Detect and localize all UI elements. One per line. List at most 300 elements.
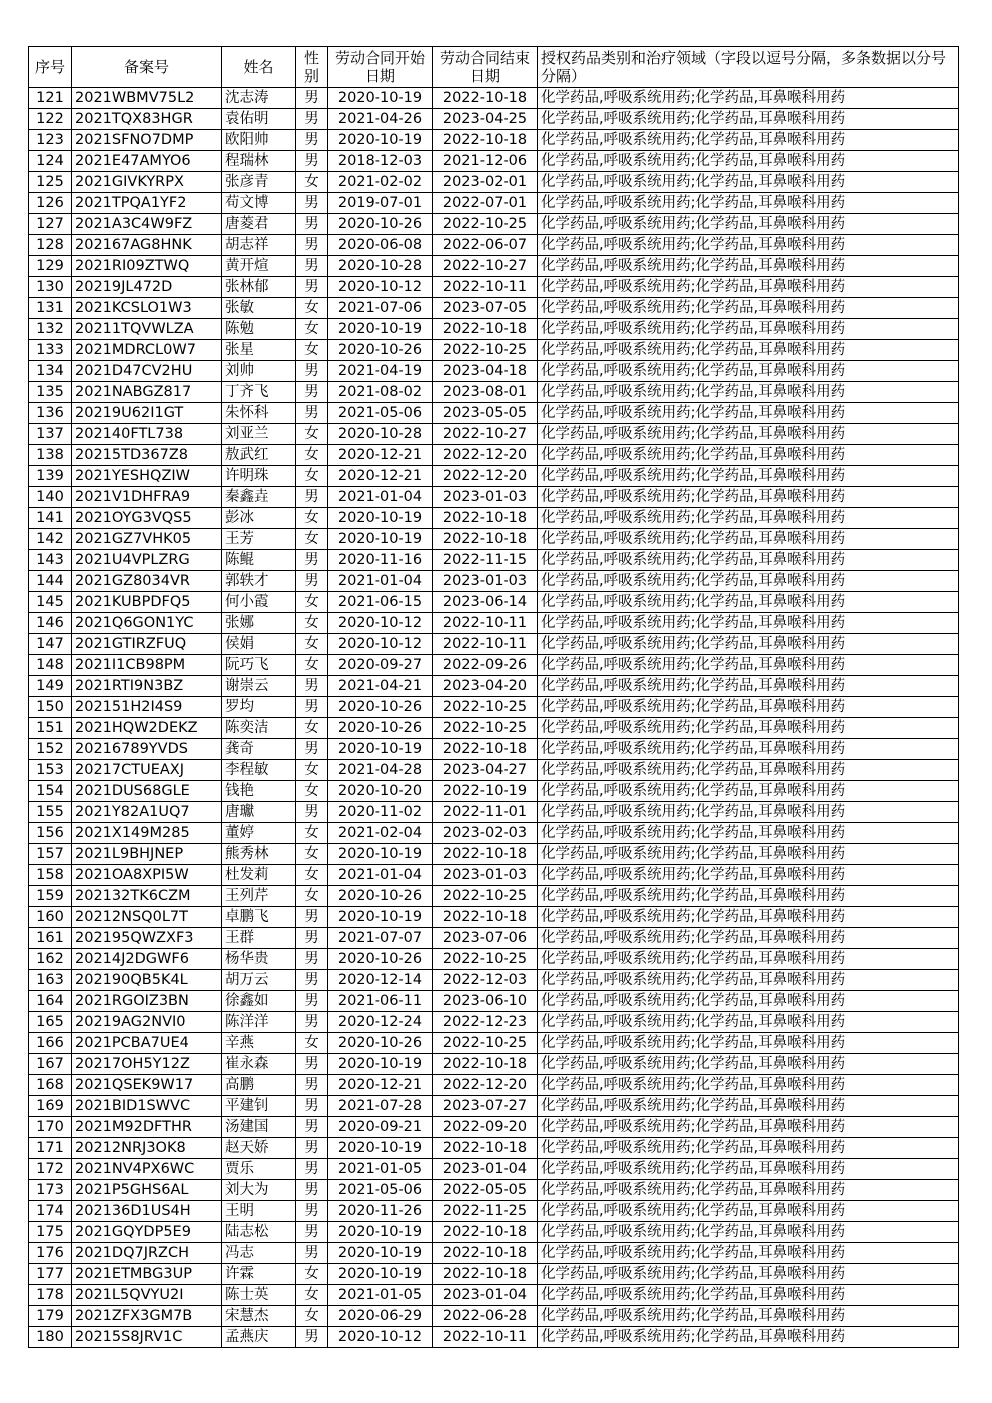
cell-name: 陈鲲 xyxy=(222,550,296,571)
cell-index: 169 xyxy=(29,1096,72,1117)
cell-authorized-scope: 化学药品,呼吸系统用药;化学药品,耳鼻喉科用药 xyxy=(538,844,959,865)
table-row xyxy=(29,1012,959,1033)
cell-name: 苟文博 xyxy=(222,193,296,214)
cell-contract-end: 2022-09-26 xyxy=(433,655,538,676)
cell-contract-end: 2022-10-25 xyxy=(433,340,538,361)
cell-index: 159 xyxy=(29,886,72,907)
cell-registration-number: 2021TPQA1YF2 xyxy=(72,193,222,214)
cell-contract-start: 2020-12-14 xyxy=(328,970,433,991)
cell-contract-start: 2020-10-26 xyxy=(328,718,433,739)
cell-contract-end: 2022-12-20 xyxy=(433,466,538,487)
cell-index: 170 xyxy=(29,1117,72,1138)
table-row xyxy=(29,1222,959,1243)
cell-authorized-scope: 化学药品,呼吸系统用药;化学药品,耳鼻喉科用药 xyxy=(538,1243,959,1264)
cell-contract-start: 2020-10-19 xyxy=(328,1054,433,1075)
table-row xyxy=(29,214,959,235)
cell-index: 165 xyxy=(29,1012,72,1033)
cell-authorized-scope: 化学药品,呼吸系统用药;化学药品,耳鼻喉科用药 xyxy=(538,718,959,739)
table-row xyxy=(29,571,959,592)
cell-registration-number: 2021GZ7VHK05 xyxy=(72,529,222,550)
cell-contract-start: 2021-07-06 xyxy=(328,298,433,319)
cell-contract-end: 2023-08-01 xyxy=(433,382,538,403)
cell-sex: 男 xyxy=(296,970,328,991)
cell-contract-start: 2020-10-26 xyxy=(328,697,433,718)
cell-authorized-scope: 化学药品,呼吸系统用药;化学药品,耳鼻喉科用药 xyxy=(538,1159,959,1180)
cell-sex: 男 xyxy=(296,1117,328,1138)
cell-registration-number: 2021P5GHS6AL xyxy=(72,1180,222,1201)
cell-name: 钱艳 xyxy=(222,781,296,802)
cell-contract-end: 2023-05-05 xyxy=(433,403,538,424)
table-row xyxy=(29,172,959,193)
cell-contract-start: 2021-06-15 xyxy=(328,592,433,613)
cell-sex: 男 xyxy=(296,1138,328,1159)
cell-contract-start: 2020-10-19 xyxy=(328,88,433,109)
cell-contract-end: 2022-12-20 xyxy=(433,1075,538,1096)
cell-contract-start: 2020-06-08 xyxy=(328,235,433,256)
cell-name: 张敏 xyxy=(222,298,296,319)
cell-name: 许霖 xyxy=(222,1264,296,1285)
cell-registration-number: 2021YESHQZIW xyxy=(72,466,222,487)
cell-name: 王明 xyxy=(222,1201,296,1222)
cell-sex: 男 xyxy=(296,256,328,277)
cell-contract-end: 2022-10-18 xyxy=(433,508,538,529)
cell-contract-start: 2021-04-21 xyxy=(328,676,433,697)
table-row xyxy=(29,1306,959,1327)
cell-sex: 男 xyxy=(296,382,328,403)
cell-contract-end: 2022-10-18 xyxy=(433,1264,538,1285)
table-row xyxy=(29,319,959,340)
table-row xyxy=(29,235,959,256)
cell-contract-end: 2022-10-25 xyxy=(433,886,538,907)
table-row xyxy=(29,1201,959,1222)
cell-registration-number: 2021KUBPDFQ5 xyxy=(72,592,222,613)
cell-authorized-scope: 化学药品,呼吸系统用药;化学药品,耳鼻喉科用药 xyxy=(538,592,959,613)
cell-index: 152 xyxy=(29,739,72,760)
cell-registration-number: 2021ZFX3GM7B xyxy=(72,1306,222,1327)
table-row xyxy=(29,655,959,676)
cell-authorized-scope: 化学药品,呼吸系统用药;化学药品,耳鼻喉科用药 xyxy=(538,256,959,277)
cell-contract-start: 2021-06-11 xyxy=(328,991,433,1012)
cell-registration-number: 20219AG2NVI0 xyxy=(72,1012,222,1033)
cell-name: 丁齐飞 xyxy=(222,382,296,403)
cell-contract-start: 2020-11-16 xyxy=(328,550,433,571)
cell-sex: 女 xyxy=(296,424,328,445)
cell-contract-end: 2022-10-19 xyxy=(433,781,538,802)
cell-name: 陆志松 xyxy=(222,1222,296,1243)
cell-contract-end: 2022-10-25 xyxy=(433,214,538,235)
cell-contract-start: 2021-07-28 xyxy=(328,1096,433,1117)
cell-contract-start: 2020-10-26 xyxy=(328,1033,433,1054)
cell-sex: 女 xyxy=(296,1285,328,1306)
cell-registration-number: 2021OA8XPI5W xyxy=(72,865,222,886)
cell-name: 侯娟 xyxy=(222,634,296,655)
cell-contract-start: 2020-10-19 xyxy=(328,508,433,529)
cell-sex: 女 xyxy=(296,886,328,907)
cell-contract-end: 2022-10-25 xyxy=(433,1033,538,1054)
header-name: 姓名 xyxy=(222,47,296,88)
cell-sex: 女 xyxy=(296,1306,328,1327)
cell-sex: 女 xyxy=(296,823,328,844)
cell-registration-number: 2021L5QVYU2I xyxy=(72,1285,222,1306)
cell-sex: 女 xyxy=(296,508,328,529)
cell-contract-start: 2020-12-21 xyxy=(328,1075,433,1096)
cell-contract-end: 2022-11-01 xyxy=(433,802,538,823)
cell-contract-start: 2021-02-04 xyxy=(328,823,433,844)
cell-sex: 男 xyxy=(296,739,328,760)
cell-name: 龚奇 xyxy=(222,739,296,760)
cell-sex: 男 xyxy=(296,1159,328,1180)
cell-sex: 女 xyxy=(296,760,328,781)
cell-sex: 女 xyxy=(296,718,328,739)
cell-contract-start: 2020-09-21 xyxy=(328,1117,433,1138)
cell-sex: 女 xyxy=(296,529,328,550)
table-row xyxy=(29,340,959,361)
cell-registration-number: 2021D47CV2HU xyxy=(72,361,222,382)
cell-contract-end: 2022-10-18 xyxy=(433,319,538,340)
cell-authorized-scope: 化学药品,呼吸系统用药;化学药品,耳鼻喉科用药 xyxy=(538,151,959,172)
cell-name: 秦鑫垚 xyxy=(222,487,296,508)
cell-sex: 男 xyxy=(296,130,328,151)
records-table xyxy=(28,46,959,1348)
table-row xyxy=(29,991,959,1012)
cell-contract-start: 2020-10-12 xyxy=(328,277,433,298)
cell-authorized-scope: 化学药品,呼吸系统用药;化学药品,耳鼻喉科用药 xyxy=(538,1096,959,1117)
table-row xyxy=(29,130,959,151)
cell-contract-end: 2022-11-15 xyxy=(433,550,538,571)
cell-contract-start: 2020-10-26 xyxy=(328,340,433,361)
table-row xyxy=(29,676,959,697)
cell-registration-number: 2021HQW2DEKZ xyxy=(72,718,222,739)
cell-index: 178 xyxy=(29,1285,72,1306)
cell-sex: 女 xyxy=(296,613,328,634)
cell-authorized-scope: 化学药品,呼吸系统用药;化学药品,耳鼻喉科用药 xyxy=(538,865,959,886)
cell-contract-end: 2022-10-11 xyxy=(433,1327,538,1348)
cell-sex: 女 xyxy=(296,634,328,655)
cell-sex: 男 xyxy=(296,550,328,571)
cell-name: 宋慧杰 xyxy=(222,1306,296,1327)
cell-index: 155 xyxy=(29,802,72,823)
cell-index: 167 xyxy=(29,1054,72,1075)
cell-name: 贾乐 xyxy=(222,1159,296,1180)
cell-index: 122 xyxy=(29,109,72,130)
cell-registration-number: 20216789YVDS xyxy=(72,739,222,760)
cell-contract-end: 2022-10-11 xyxy=(433,277,538,298)
cell-sex: 男 xyxy=(296,1096,328,1117)
table-row xyxy=(29,886,959,907)
cell-name: 黄开煊 xyxy=(222,256,296,277)
cell-sex: 男 xyxy=(296,361,328,382)
table-row xyxy=(29,445,959,466)
cell-authorized-scope: 化学药品,呼吸系统用药;化学药品,耳鼻喉科用药 xyxy=(538,613,959,634)
cell-contract-end: 2022-10-18 xyxy=(433,844,538,865)
cell-contract-end: 2023-02-03 xyxy=(433,823,538,844)
cell-contract-end: 2022-10-18 xyxy=(433,1138,538,1159)
cell-registration-number: 202190QB5K4L xyxy=(72,970,222,991)
cell-contract-start: 2019-07-01 xyxy=(328,193,433,214)
cell-contract-end: 2022-12-20 xyxy=(433,445,538,466)
cell-sex: 男 xyxy=(296,1222,328,1243)
table-row xyxy=(29,109,959,130)
cell-name: 孟燕庆 xyxy=(222,1327,296,1348)
cell-name: 袁佑明 xyxy=(222,109,296,130)
cell-contract-start: 2021-07-07 xyxy=(328,928,433,949)
cell-authorized-scope: 化学药品,呼吸系统用药;化学药品,耳鼻喉科用药 xyxy=(538,1327,959,1348)
cell-name: 张林郁 xyxy=(222,277,296,298)
cell-name: 郭轶才 xyxy=(222,571,296,592)
cell-name: 唐瓛 xyxy=(222,802,296,823)
cell-authorized-scope: 化学药品,呼吸系统用药;化学药品,耳鼻喉科用药 xyxy=(538,403,959,424)
cell-contract-start: 2021-05-06 xyxy=(328,403,433,424)
cell-contract-end: 2022-10-27 xyxy=(433,256,538,277)
cell-contract-end: 2022-10-18 xyxy=(433,1243,538,1264)
cell-authorized-scope: 化学药品,呼吸系统用药;化学药品,耳鼻喉科用药 xyxy=(538,1180,959,1201)
cell-registration-number: 2021GZ8034VR xyxy=(72,571,222,592)
cell-name: 刘亚兰 xyxy=(222,424,296,445)
cell-name: 平建钊 xyxy=(222,1096,296,1117)
cell-contract-start: 2020-10-20 xyxy=(328,781,433,802)
cell-index: 129 xyxy=(29,256,72,277)
cell-authorized-scope: 化学药品,呼吸系统用药;化学药品,耳鼻喉科用药 xyxy=(538,340,959,361)
cell-contract-end: 2022-10-18 xyxy=(433,529,538,550)
cell-contract-start: 2020-12-21 xyxy=(328,445,433,466)
table-row xyxy=(29,697,959,718)
cell-contract-end: 2022-06-07 xyxy=(433,235,538,256)
table-row xyxy=(29,1327,959,1348)
table-row xyxy=(29,1243,959,1264)
cell-registration-number: 2021TQX83HGR xyxy=(72,109,222,130)
cell-index: 125 xyxy=(29,172,72,193)
cell-index: 180 xyxy=(29,1327,72,1348)
table-row xyxy=(29,1285,959,1306)
cell-contract-end: 2022-11-25 xyxy=(433,1201,538,1222)
cell-index: 156 xyxy=(29,823,72,844)
cell-contract-end: 2022-12-03 xyxy=(433,970,538,991)
table-row xyxy=(29,193,959,214)
cell-index: 171 xyxy=(29,1138,72,1159)
cell-authorized-scope: 化学药品,呼吸系统用药;化学药品,耳鼻喉科用药 xyxy=(538,1138,959,1159)
cell-sex: 女 xyxy=(296,655,328,676)
cell-index: 130 xyxy=(29,277,72,298)
cell-contract-end: 2022-09-20 xyxy=(433,1117,538,1138)
cell-index: 174 xyxy=(29,1201,72,1222)
cell-authorized-scope: 化学药品,呼吸系统用药;化学药品,耳鼻喉科用药 xyxy=(538,1201,959,1222)
cell-index: 179 xyxy=(29,1306,72,1327)
cell-contract-start: 2020-10-19 xyxy=(328,1264,433,1285)
cell-index: 149 xyxy=(29,676,72,697)
cell-registration-number: 2021GQYDP5E9 xyxy=(72,1222,222,1243)
header-sex: 性别 xyxy=(296,47,328,88)
table-row xyxy=(29,529,959,550)
cell-contract-end: 2022-10-25 xyxy=(433,697,538,718)
table-row xyxy=(29,1138,959,1159)
cell-registration-number: 2021L9BHJNEP xyxy=(72,844,222,865)
cell-authorized-scope: 化学药品,呼吸系统用药;化学药品,耳鼻喉科用药 xyxy=(538,949,959,970)
cell-index: 140 xyxy=(29,487,72,508)
cell-contract-end: 2022-12-23 xyxy=(433,1012,538,1033)
cell-sex: 男 xyxy=(296,88,328,109)
cell-registration-number: 2021PCBA7UE4 xyxy=(72,1033,222,1054)
cell-sex: 男 xyxy=(296,151,328,172)
cell-contract-start: 2021-05-06 xyxy=(328,1180,433,1201)
cell-sex: 男 xyxy=(296,277,328,298)
cell-sex: 男 xyxy=(296,214,328,235)
cell-sex: 男 xyxy=(296,1012,328,1033)
cell-index: 142 xyxy=(29,529,72,550)
cell-contract-end: 2022-10-18 xyxy=(433,130,538,151)
cell-registration-number: 2021BID1SWVC xyxy=(72,1096,222,1117)
cell-name: 董婷 xyxy=(222,823,296,844)
cell-contract-start: 2020-10-19 xyxy=(328,1243,433,1264)
cell-index: 141 xyxy=(29,508,72,529)
cell-name: 罗均 xyxy=(222,697,296,718)
cell-authorized-scope: 化学药品,呼吸系统用药;化学药品,耳鼻喉科用药 xyxy=(538,445,959,466)
cell-contract-end: 2023-01-03 xyxy=(433,865,538,886)
cell-registration-number: 202132TK6CZM xyxy=(72,886,222,907)
cell-registration-number: 2021WBMV75L2 xyxy=(72,88,222,109)
cell-sex: 男 xyxy=(296,949,328,970)
cell-contract-end: 2022-10-11 xyxy=(433,634,538,655)
cell-contract-start: 2021-01-05 xyxy=(328,1285,433,1306)
cell-authorized-scope: 化学药品,呼吸系统用药;化学药品,耳鼻喉科用药 xyxy=(538,508,959,529)
cell-name: 赵天娇 xyxy=(222,1138,296,1159)
cell-contract-start: 2020-09-27 xyxy=(328,655,433,676)
cell-contract-start: 2020-10-12 xyxy=(328,634,433,655)
cell-contract-start: 2021-01-04 xyxy=(328,571,433,592)
cell-contract-end: 2022-06-28 xyxy=(433,1306,538,1327)
cell-authorized-scope: 化学药品,呼吸系统用药;化学药品,耳鼻喉科用药 xyxy=(538,424,959,445)
cell-registration-number: 20215S8JRV1C xyxy=(72,1327,222,1348)
cell-index: 157 xyxy=(29,844,72,865)
cell-sex: 女 xyxy=(296,865,328,886)
cell-authorized-scope: 化学药品,呼吸系统用药;化学药品,耳鼻喉科用药 xyxy=(538,1012,959,1033)
cell-index: 126 xyxy=(29,193,72,214)
cell-registration-number: 2021GTIRZFUQ xyxy=(72,634,222,655)
cell-index: 146 xyxy=(29,613,72,634)
header-authorized-scope: 授权药品类别和治疗领域（字段以逗号分隔，多条数据以分号分隔） xyxy=(538,47,959,88)
cell-authorized-scope: 化学药品,呼吸系统用药;化学药品,耳鼻喉科用药 xyxy=(538,109,959,130)
cell-name: 胡志祥 xyxy=(222,235,296,256)
cell-name: 高鹏 xyxy=(222,1075,296,1096)
table-body xyxy=(29,88,959,1348)
cell-name: 程瑞林 xyxy=(222,151,296,172)
cell-registration-number: 2021V1DHFRA9 xyxy=(72,487,222,508)
cell-index: 177 xyxy=(29,1264,72,1285)
cell-contract-start: 2020-10-26 xyxy=(328,949,433,970)
cell-registration-number: 20212NSQ0L7T xyxy=(72,907,222,928)
cell-contract-start: 2021-04-19 xyxy=(328,361,433,382)
cell-registration-number: 20219U62I1GT xyxy=(72,403,222,424)
cell-contract-start: 2020-11-02 xyxy=(328,802,433,823)
cell-index: 158 xyxy=(29,865,72,886)
table-row xyxy=(29,382,959,403)
table-row xyxy=(29,550,959,571)
cell-contract-start: 2021-04-26 xyxy=(328,109,433,130)
cell-authorized-scope: 化学药品,呼吸系统用药;化学药品,耳鼻喉科用药 xyxy=(538,634,959,655)
cell-name: 卓鹏飞 xyxy=(222,907,296,928)
cell-registration-number: 2021RTI9N3BZ xyxy=(72,676,222,697)
cell-registration-number: 2021NV4PX6WC xyxy=(72,1159,222,1180)
cell-authorized-scope: 化学药品,呼吸系统用药;化学药品,耳鼻喉科用药 xyxy=(538,235,959,256)
cell-authorized-scope: 化学药品,呼吸系统用药;化学药品,耳鼻喉科用药 xyxy=(538,382,959,403)
cell-index: 176 xyxy=(29,1243,72,1264)
table-row xyxy=(29,760,959,781)
cell-index: 132 xyxy=(29,319,72,340)
cell-authorized-scope: 化学药品,呼吸系统用药;化学药品,耳鼻喉科用药 xyxy=(538,781,959,802)
cell-contract-start: 2020-10-19 xyxy=(328,1138,433,1159)
cell-index: 127 xyxy=(29,214,72,235)
cell-sex: 女 xyxy=(296,844,328,865)
cell-authorized-scope: 化学药品,呼吸系统用药;化学药品,耳鼻喉科用药 xyxy=(538,991,959,1012)
cell-sex: 男 xyxy=(296,928,328,949)
cell-contract-start: 2021-01-04 xyxy=(328,487,433,508)
cell-index: 151 xyxy=(29,718,72,739)
cell-name: 敖武红 xyxy=(222,445,296,466)
cell-contract-start: 2021-01-05 xyxy=(328,1159,433,1180)
cell-index: 138 xyxy=(29,445,72,466)
cell-contract-start: 2020-10-28 xyxy=(328,424,433,445)
cell-name: 何小霞 xyxy=(222,592,296,613)
cell-authorized-scope: 化学药品,呼吸系统用药;化学药品,耳鼻喉科用药 xyxy=(538,277,959,298)
cell-contract-end: 2022-10-18 xyxy=(433,1054,538,1075)
cell-registration-number: 2021GIVKYRPX xyxy=(72,172,222,193)
cell-index: 134 xyxy=(29,361,72,382)
cell-sex: 男 xyxy=(296,403,328,424)
cell-contract-end: 2023-01-03 xyxy=(433,487,538,508)
cell-contract-end: 2023-07-27 xyxy=(433,1096,538,1117)
cell-sex: 男 xyxy=(296,802,328,823)
cell-registration-number: 2021U4VPLZRG xyxy=(72,550,222,571)
cell-authorized-scope: 化学药品,呼吸系统用药;化学药品,耳鼻喉科用药 xyxy=(538,1222,959,1243)
table-row xyxy=(29,1180,959,1201)
cell-name: 彭冰 xyxy=(222,508,296,529)
table-row xyxy=(29,466,959,487)
cell-authorized-scope: 化学药品,呼吸系统用药;化学药品,耳鼻喉科用药 xyxy=(538,886,959,907)
header-row xyxy=(29,47,959,88)
cell-authorized-scope: 化学药品,呼吸系统用药;化学药品,耳鼻喉科用药 xyxy=(538,1054,959,1075)
cell-sex: 女 xyxy=(296,340,328,361)
cell-contract-end: 2023-01-03 xyxy=(433,571,538,592)
cell-sex: 男 xyxy=(296,1180,328,1201)
cell-name: 徐鑫如 xyxy=(222,991,296,1012)
cell-authorized-scope: 化学药品,呼吸系统用药;化学药品,耳鼻喉科用药 xyxy=(538,529,959,550)
cell-sex: 女 xyxy=(296,466,328,487)
cell-contract-end: 2023-04-20 xyxy=(433,676,538,697)
cell-contract-end: 2023-01-04 xyxy=(433,1159,538,1180)
cell-registration-number: 20214J2DGWF6 xyxy=(72,949,222,970)
cell-sex: 女 xyxy=(296,319,328,340)
cell-index: 172 xyxy=(29,1159,72,1180)
cell-authorized-scope: 化学药品,呼吸系统用药;化学药品,耳鼻喉科用药 xyxy=(538,550,959,571)
cell-registration-number: 20212NRJ3OK8 xyxy=(72,1138,222,1159)
cell-name: 王群 xyxy=(222,928,296,949)
cell-authorized-scope: 化学药品,呼吸系统用药;化学药品,耳鼻喉科用药 xyxy=(538,739,959,760)
cell-registration-number: 20217CTUEAXJ xyxy=(72,760,222,781)
cell-authorized-scope: 化学药品,呼吸系统用药;化学药品,耳鼻喉科用药 xyxy=(538,130,959,151)
cell-contract-start: 2020-06-29 xyxy=(328,1306,433,1327)
cell-contract-end: 2023-07-05 xyxy=(433,298,538,319)
cell-registration-number: 2021M92DFTHR xyxy=(72,1117,222,1138)
cell-contract-start: 2020-10-19 xyxy=(328,844,433,865)
cell-index: 160 xyxy=(29,907,72,928)
cell-name: 冯志 xyxy=(222,1243,296,1264)
table-row xyxy=(29,970,959,991)
cell-contract-start: 2020-10-28 xyxy=(328,256,433,277)
cell-name: 欧阳帅 xyxy=(222,130,296,151)
cell-name: 崔永森 xyxy=(222,1054,296,1075)
cell-name: 王列芹 xyxy=(222,886,296,907)
cell-index: 143 xyxy=(29,550,72,571)
cell-authorized-scope: 化学药品,呼吸系统用药;化学药品,耳鼻喉科用药 xyxy=(538,88,959,109)
